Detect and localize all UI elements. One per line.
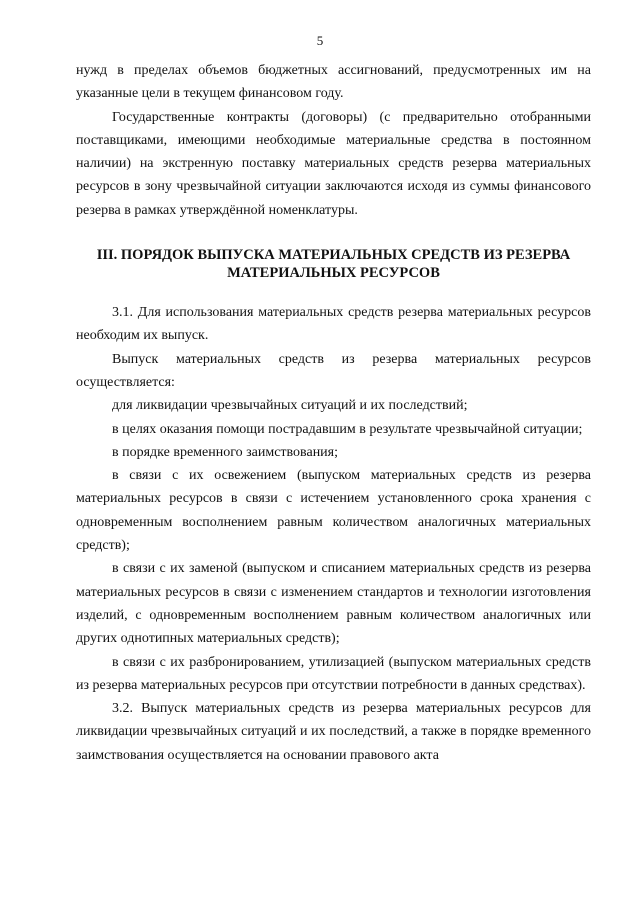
paragraph: Выпуск материальных средств из резерва материальных ресурсов осуществляется: bbox=[76, 351, 591, 390]
list-item: в порядке временного заимствования; bbox=[112, 444, 339, 460]
paragraph: нужд в пределах объемов бюджетных ассигнований, предусмотренных им на указанные цели в текущем финансовом году. bbox=[76, 63, 591, 102]
list-item: для ликвидации чрезвычайных ситуаций и их последствий; bbox=[112, 398, 468, 414]
section-heading: III. ПОРЯДОК ВЫПУСКА МАТЕРИАЛЬНЫХ СРЕДСТВ ИЗ РЕЗЕРВА МАТЕРИАЛЬНЫХ РЕСУРСОВ bbox=[96, 247, 571, 282]
list-item: в связи с их заменой (выпуском и списанием материальных средств из резерва материальных ресурсов в связи с изменением стандартов и технологии изготовления изделий, с одновременным восполнением равным количеством аналогичных или других однотипных материальных средств); bbox=[76, 561, 591, 647]
document-body bbox=[76, 59, 591, 767]
list-item: в связи с их освежением (выпуском материальных средств из резерва материальных ресурсов в связи с истечением установленного срока хранения с одновременным восполнением равным количеством аналогичных материальных средств); bbox=[76, 468, 591, 554]
paragraph: 3.1. Для использования материальных средств резерва материальных ресурсов необходим их выпуск. bbox=[76, 305, 591, 344]
paragraph: 3.2. Выпуск материальных средств из резерва материальных ресурсов для ликвидации чрезвычайных ситуаций и их последствий, а также в порядке временного заимствования осуществляется на основании правового акта bbox=[76, 701, 591, 763]
page-number: 5 bbox=[316, 33, 324, 48]
list-item: в связи с их разбронированием, утилизацией (выпуском материальных средств из резерва материальных ресурсов при отсутствии потребности в данных средствах). bbox=[76, 654, 591, 693]
list-item: в целях оказания помощи пострадавшим в результате чрезвычайной ситуации; bbox=[112, 421, 583, 437]
paragraph: Государственные контракты (договоры) (с предварительно отобранными поставщиками, имеющими необходимые материальные средства в постоянном наличии) на экстренную поставку материальных средств резерва материальных ресурсов в зону чрезвычайной ситуации заключаются исходя из суммы финансового резерва в рамках утверждённой номенклатуры. bbox=[76, 109, 591, 218]
